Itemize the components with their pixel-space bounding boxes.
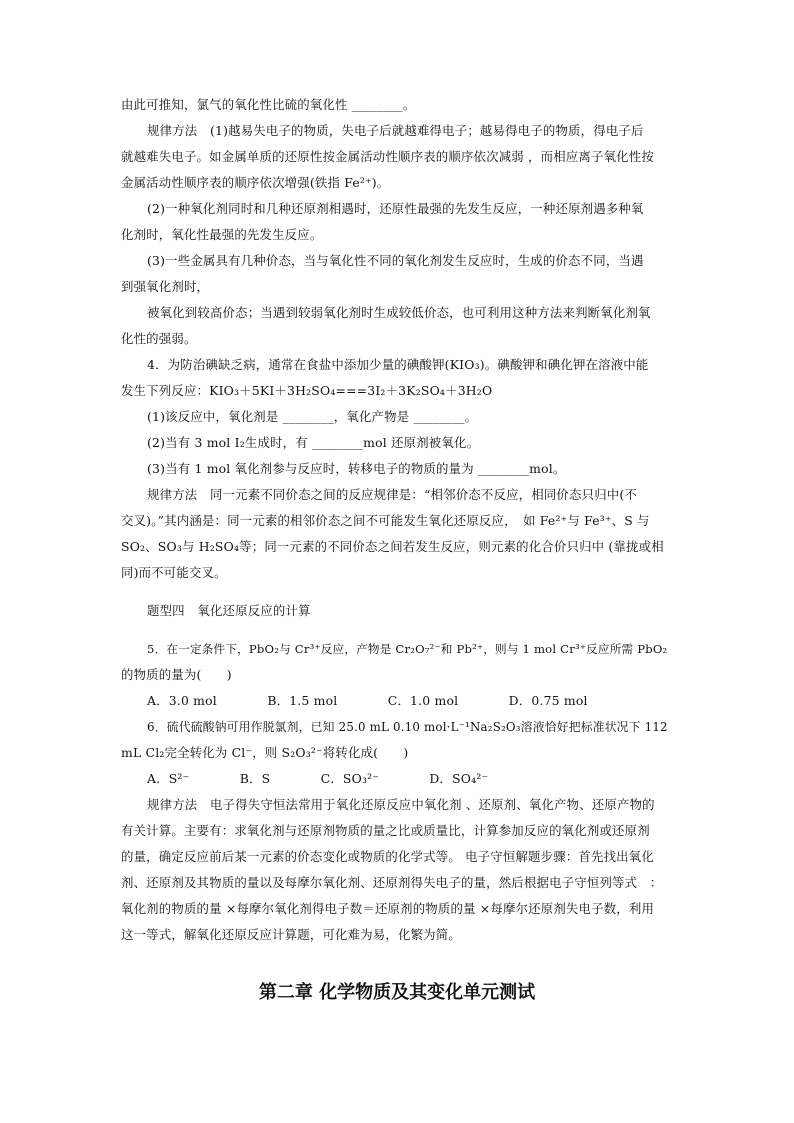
- text-line: 金属活动性顺序表的顺序依次增强(铁指 Fe²⁺)。: [121, 175, 390, 190]
- text-line: (3)当有 1 mol 氧化剂参与反应时，转移电子的物质的量为 ________mol。: [147, 461, 566, 476]
- text-line: 被氧化到较高价态；当遇到较弱氧化剂时生成较低价态，也可利用这种方法来判断氧化剂氧: [147, 305, 651, 320]
- text-line: 规律方法 (1)越易失电子的物质，失电子后就越难得电子；越易得电子的物质，得电子后: [147, 123, 644, 138]
- text-line: 交叉)。”其内涵是：同一元素的相邻价态之间不可能发生氧化还原反应， 如 Fe²⁺与 Fe³⁺、S 与: [121, 513, 650, 528]
- section-heading: 题型四 氧化还原反应的计算: [147, 603, 311, 618]
- text-line: 5．在一定条件下，PbO₂与 Cr³⁺反应，产物是 Cr₂O₇²⁻和 Pb²⁺，则与 1 mol Cr³⁺反应所需 PbO₂: [147, 642, 668, 656]
- text-line: 的量，确定反应前后某一元素的价态变化或物质的化学式等。 电子守恒解题步骤：首先找出氧化: [121, 849, 654, 864]
- chapter-title: 第二章 化学物质及其变化单元测试: [258, 982, 536, 1003]
- text-line: 规律方法 同一元素不同价态之间的反应规律是：“相邻价态不反应，相同价态只归中(不: [147, 487, 638, 502]
- text-line: 由此可推知，氯气的氧化性比硫的氧化性 ________。: [121, 97, 416, 112]
- text-line: 发生下列反应：KIO₃＋5KI＋3H₂SO₄===3I₂＋3K₂SO₄＋3H₂O: [121, 383, 493, 398]
- text-line: (1)该反应中，氧化剂是 ________，氧化产物是 ________。: [147, 409, 478, 424]
- text-line: 规律方法 电子得失守恒法常用于氧化还原反应中氧化剂 、还原剂、氧化产物、还原产物的: [147, 797, 655, 812]
- answer-options: A．S²⁻ B．S C．SO₃²⁻ D．SO₄²⁻: [147, 771, 489, 786]
- text-line: 这一等式，解氧化还原反应计算题，可化难为易，化繁为简。: [121, 927, 461, 942]
- text-line: 到强氧化剂时，: [121, 279, 210, 294]
- answer-options: A．3.0 mol B．1.5 mol C．1.0 mol D．0.75 mol: [147, 693, 588, 708]
- text-line: 6．硫代硫酸钠可用作脱氯剂，已知 25.0 mL 0.10 mol·L⁻¹Na₂S₂O₃溶液恰好把标准状况下 112: [147, 720, 668, 734]
- text-line: 就越难失电子。如金属单质的还原性按金属活动性顺序表的顺序依次减弱 ，而相应离子氧化性按: [121, 149, 654, 164]
- text-line: 氧化剂的物质的量 ×每摩尔氧化剂得电子数＝还原剂的物质的量 ×每摩尔还原剂失电子数，利用: [121, 901, 655, 916]
- text-line: 的物质的量为( ): [121, 667, 232, 682]
- text-line: 有关计算。主要有：求氧化剂与还原剂物质的量之比或质量比，计算参加反应的氧化剂或还原剂: [121, 823, 650, 838]
- text-line: 化性的强弱。: [121, 331, 197, 346]
- text-line: SO₂、SO₃与 H₂SO₄等；同一元素的不同价态之间若发生反应，则元素的化合价只归中 (靠拢或相: [121, 539, 664, 554]
- text-line: (3)一些金属具有几种价态，当与氧化性不同的氧化剂发生反应时，生成的价态不同，当遇: [147, 253, 644, 268]
- text-line: (2)一种氧化剂同时和几种还原剂相遇时，还原性最强的先发生反应，一种还原剂遇多种氧: [147, 201, 644, 216]
- text-line: mL Cl₂完全转化为 Cl⁻，则 S₂O₃²⁻将转化成( ): [121, 745, 409, 760]
- text-line: 4．为防治碘缺乏病，通常在食盐中添加少量的碘酸钾(KIO₃)。碘酸钾和碘化钾在溶液中能: [147, 357, 649, 372]
- text-line: (2)当有 3 mol I₂生成时，有 ________mol 还原剂被氧化。: [147, 435, 480, 450]
- text-line: 化剂时，氧化性最强的先发生反应。: [121, 227, 323, 242]
- text-line: 剂、还原剂及其物质的量以及每摩尔氧化剂、还原剂得失电子的量，然后根据电子守恒列等式 ：: [121, 875, 663, 890]
- text-line: 同)而不可能交叉。: [121, 565, 227, 580]
